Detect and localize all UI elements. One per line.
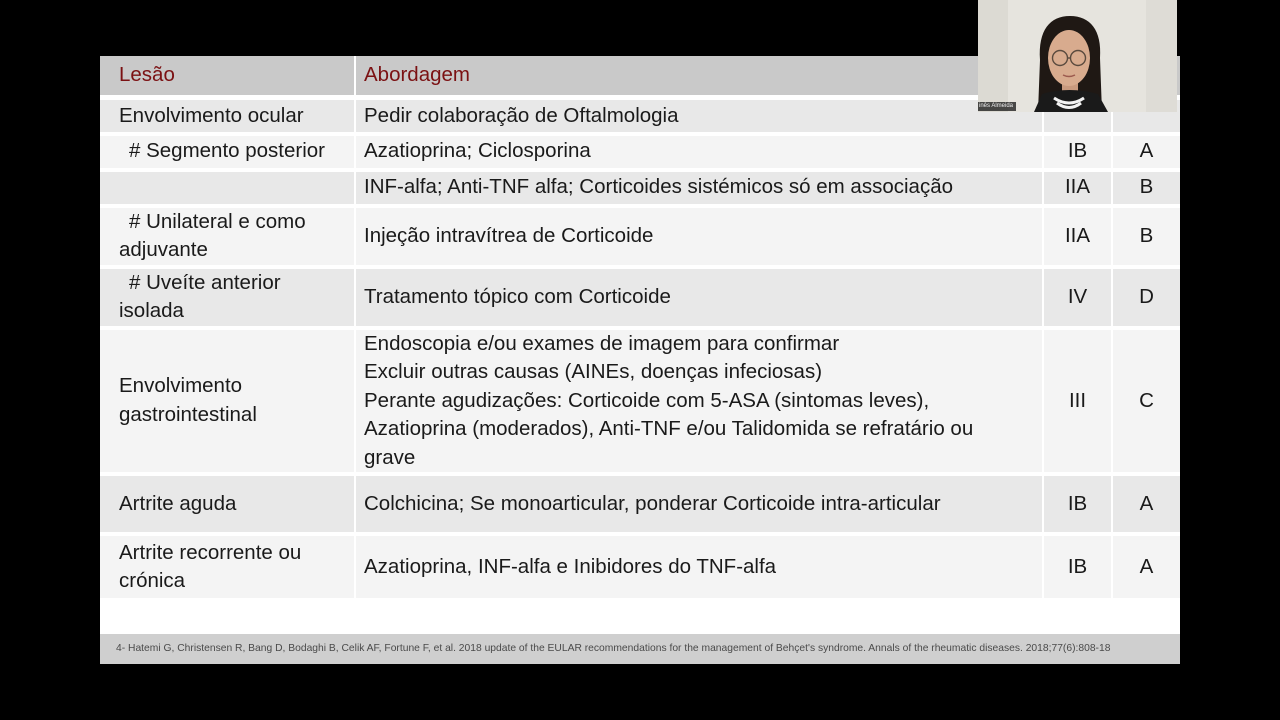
abordagem-cell-line: Excluir outras causas (AINEs, doenças infeciosas)	[364, 360, 823, 383]
nivel-evidencia-cell: IIA	[1043, 206, 1112, 267]
lesao-cell-line: Envolvimento	[119, 374, 243, 398]
abordagem-cell-line: Azatioprina (moderados), Anti-TNF e/ou Talidomida se refratário ou	[364, 417, 974, 440]
abordagem-cell-line: Azatioprina, INF-alfa e Inibidores do TNF-alfa	[364, 554, 777, 578]
lesao-cell	[100, 206, 355, 267]
recommendations-table	[100, 56, 1180, 602]
table-row	[100, 474, 1180, 534]
table-row	[100, 170, 1180, 206]
lesao-cell: # Segmento posterior	[100, 134, 355, 170]
lesao-cell-line: crónica	[119, 569, 186, 592]
abordagem-cell	[355, 98, 1043, 134]
table-row	[100, 134, 1180, 170]
abordagem-cell	[355, 267, 1043, 328]
table-row	[100, 267, 1180, 328]
lesao-cell-line: gastrointestinal	[119, 402, 257, 426]
abordagem-cell	[355, 534, 1043, 600]
table-row	[100, 328, 1180, 475]
abordagem-cell	[355, 170, 1043, 206]
lesao-cell-line: # Unilateral e como	[129, 209, 306, 233]
abordagem-cell	[355, 206, 1043, 267]
nivel-evidencia-cell: IB	[1043, 534, 1112, 600]
nivel-evidencia-cell: IB	[1043, 134, 1112, 170]
presentation-slide	[100, 56, 1180, 664]
grau-recomendacao-cell: B	[1112, 206, 1180, 267]
lesao-cell	[100, 534, 355, 600]
nivel-evidencia-cell: IIA	[1043, 170, 1112, 206]
lesao-cell-line: # Uveíte anterior	[129, 270, 281, 294]
abordagem-cell	[355, 328, 1043, 475]
lesao-cell	[100, 328, 355, 475]
webcam-feed	[978, 0, 1177, 112]
presenter-image	[978, 0, 1177, 112]
lesao-cell-line: isolada	[119, 299, 184, 322]
nivel-evidencia-cell: IB	[1043, 474, 1112, 534]
abordagem-cell-line: Endoscopia e/ou exames de imagem para confirmar	[364, 331, 840, 355]
nivel-evidencia-cell: IV	[1043, 267, 1112, 328]
grau-recomendacao-cell: B	[1112, 170, 1180, 206]
grau-recomendacao-cell: A	[1112, 474, 1180, 534]
abordagem-cell-line: Injeção intravítrea de Corticoide	[364, 223, 654, 247]
lesao-cell	[100, 267, 355, 328]
abordagem-cell-line: Tratamento tópico com Corticoide	[364, 284, 671, 308]
lesao-cell-line: Artrite recorrente ou	[119, 540, 302, 564]
abordagem-cell-line: Perante agudizações: Corticoide com 5-ASA (sintomas leves),	[364, 388, 930, 412]
abordagem-cell-line: Colchicina; Se monoarticular, ponderar Corticoide intra-articular	[364, 491, 941, 515]
table-row	[100, 206, 1180, 267]
grau-recomendacao-cell: A	[1112, 534, 1180, 600]
abordagem-cell-line: Pedir colaboração de Oftalmologia	[364, 103, 679, 127]
abordagem-cell-line: INF-alfa; Anti-TNF alfa; Corticoides sistémicos só em associação	[364, 175, 953, 199]
lesao-cell: Envolvimento ocular	[100, 98, 355, 134]
lesao-cell-line: adjuvante	[119, 238, 208, 261]
abordagem-cell	[355, 134, 1043, 170]
nivel-evidencia-cell: III	[1043, 328, 1112, 475]
abordagem-cell-line: Azatioprina; Ciclosporina	[364, 139, 591, 163]
participant-name-label: inês Almeida	[978, 102, 1016, 111]
lesao-cell	[100, 170, 355, 206]
grau-recomendacao-cell: C	[1112, 328, 1180, 475]
lesao-cell: Artrite aguda	[100, 474, 355, 534]
reference-citation: 4- Hatemi G, Christensen R, Bang D, Bodaghi B, Celik AF, Fortune F, et al. 2018 update of the EULAR recommendations for the management of Behçet's syndrome. Annals of the rheumatic diseases. 2018;77(6):808-18	[100, 634, 1180, 664]
table-row	[100, 534, 1180, 600]
abordagem-cell	[355, 474, 1043, 534]
grau-recomendacao-cell: A	[1112, 134, 1180, 170]
abordagem-cell-line: grave	[364, 445, 416, 469]
grau-recomendacao-cell: D	[1112, 267, 1180, 328]
header-lesao: Lesão	[100, 56, 355, 98]
header-abordagem: Abordagem	[355, 56, 1043, 98]
